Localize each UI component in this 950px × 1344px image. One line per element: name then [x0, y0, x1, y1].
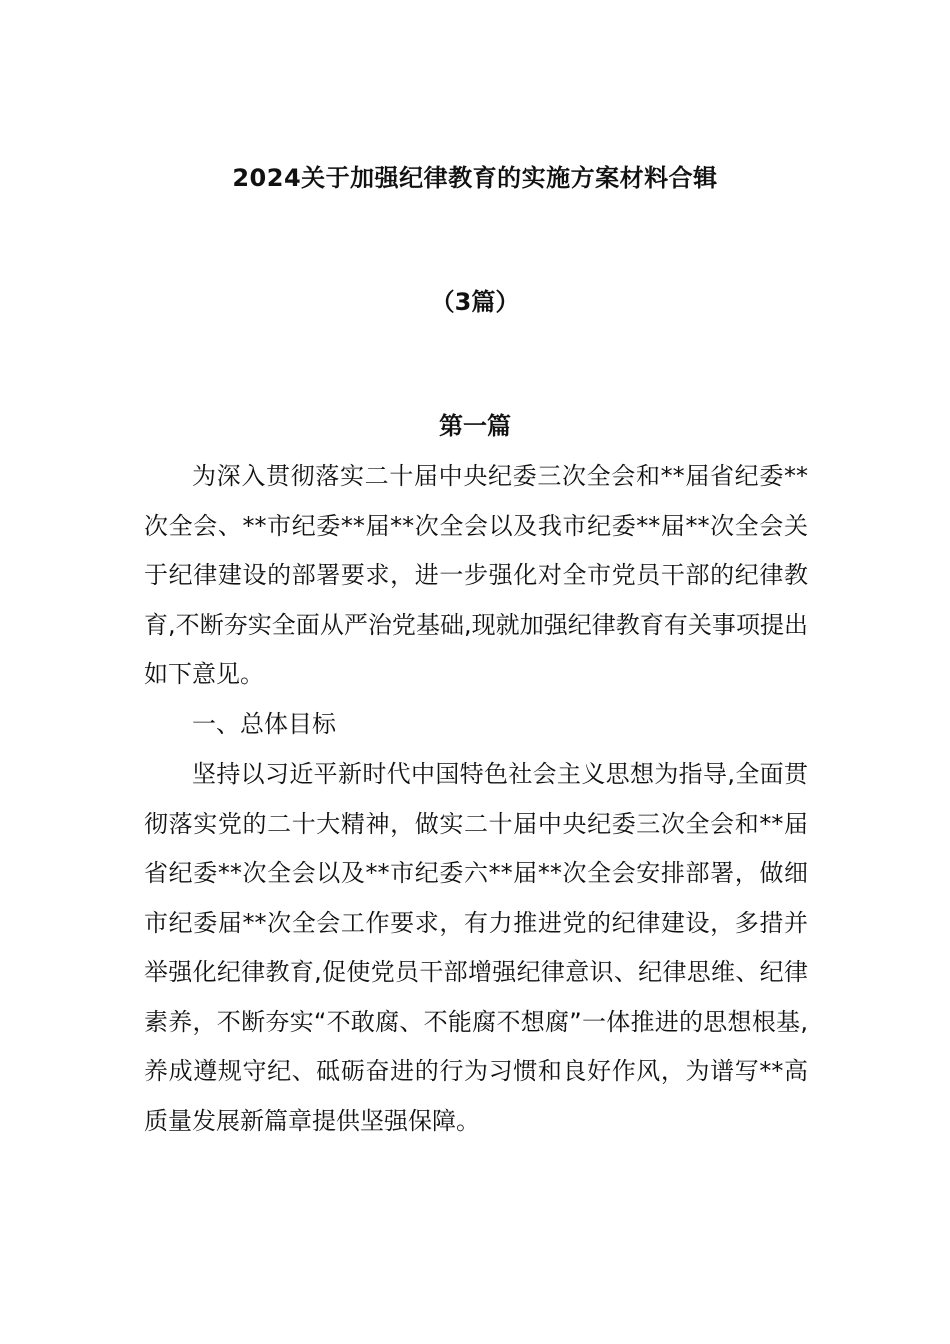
body-paragraph: 坚持以习近平新时代中国特色社会主义思想为指导,全面贯彻落实党的二十大精神，做实二十届中央纪委三次全会和**届省纪委**次全会以及**市纪委六**届**次全会安排部署，做细市纪委届**次全会工作要求，有力推进党的纪律建设，多措并举强化纪律教育,促使党员干部增强纪律意识、纪律思维、纪律素养，不断夯实“不敢腐、不能腐不想腐”一体推进的思想根基,养成遵规守纪、砥砺奋进的行为习惯和良好作风，为谱写**高质量发展新篇章提供坚强保障。 [144, 760, 808, 1135]
intro-paragraph: 为深入贯彻落实二十届中央纪委三次全会和**届省纪委**次全会、**市纪委**届**次全会以及我市纪委**届**次全会关于纪律建设的部署要求，进一步强化对全市党员干部的纪律教育,不断夯实全面从严治党基础,现就加强纪律教育有关事项提出如下意见。 [144, 462, 808, 688]
subsection-heading: 一、总体目标 [192, 710, 336, 738]
section-heading: 第一篇 [439, 412, 511, 440]
document-title: 2024关于加强纪律教育的实施方案材料合辑 [232, 164, 718, 192]
document-subtitle: （3篇） [430, 288, 520, 316]
